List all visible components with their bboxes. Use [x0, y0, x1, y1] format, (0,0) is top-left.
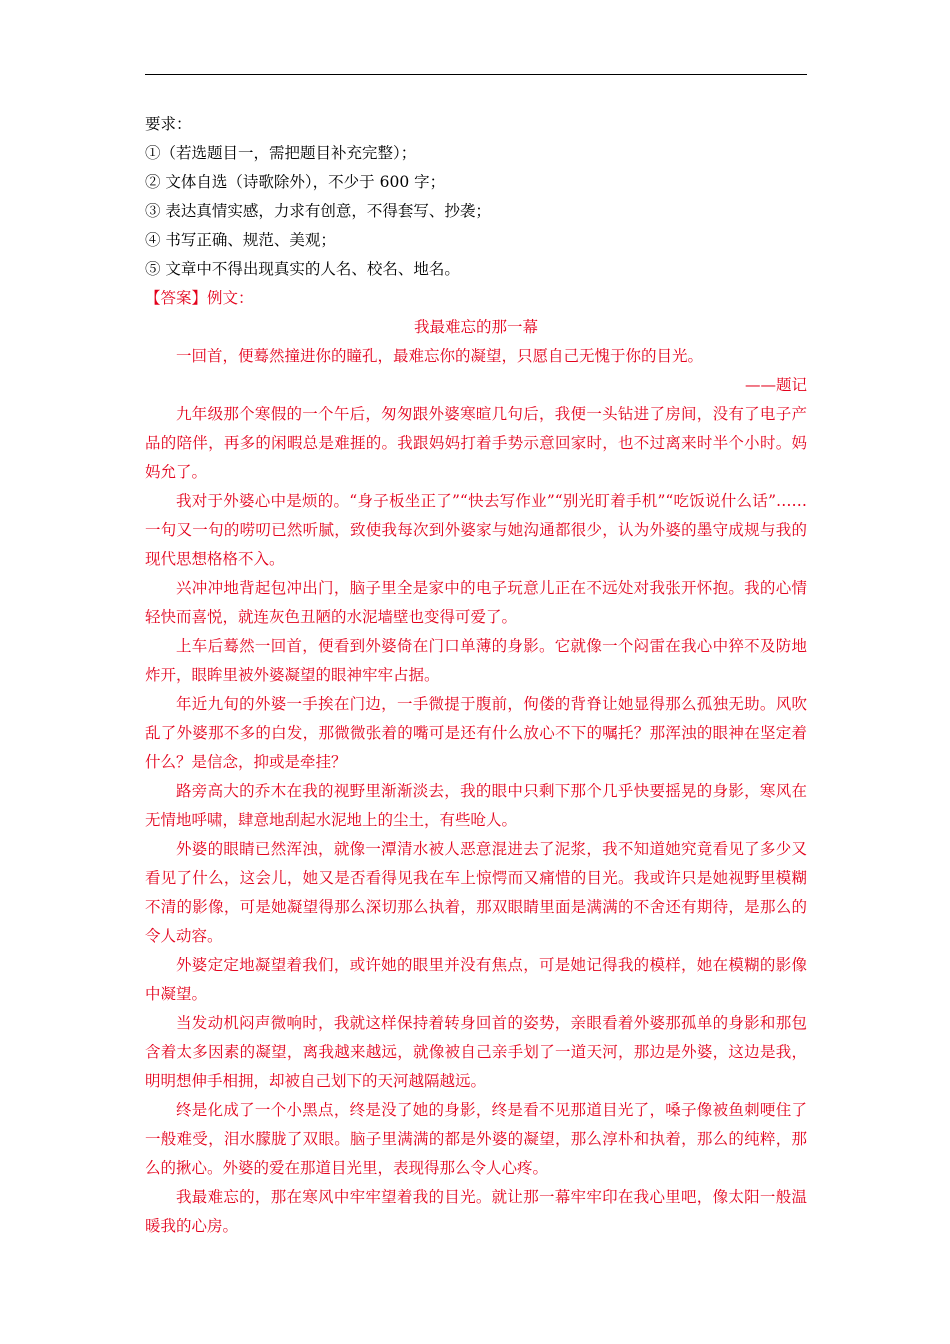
essay-epigraph: 一回首，便蓦然撞进你的瞳孔，最难忘你的凝望，只愿自己无愧于你的目光。 — [176, 347, 704, 365]
answer-label: 例文： — [207, 289, 254, 307]
answer-label-line — [145, 284, 807, 313]
essay-paragraph: 兴冲冲地背起包冲出门，脑子里全是家中的电子玩意儿正在不远处对我张开怀抱。我的心情轻快而喜悦，就连灰色丑陋的水泥墙壁也变得可爱了。 — [145, 579, 807, 626]
essay-paragraph: 外婆定定地凝望着我们，或许她的眼里并没有焦点，可是她记得我的模样，她在模糊的影像中凝望。 — [145, 956, 807, 1003]
essay-paragraph: 我最难忘的，那在寒风中牢牢望着我的目光。就让那一幕牢牢印在我心里吧，像太阳一般温暖我的心房。 — [145, 1188, 807, 1235]
document-body — [145, 110, 807, 1241]
essay-paragraph: 终是化成了一个小黑点，终是没了她的身影，终是看不见那道目光了，嗓子像被鱼刺哽住了一般难受，泪水朦胧了双眼。脑子里满满的都是外婆的凝望，那么淳朴和执着，那么的纯粹，那么的揪心。外婆的爱在那道目光里，表现得那么令人心疼。 — [145, 1101, 807, 1177]
requirement-item-1: ①（若选题目一，需把题目补充完整）； — [145, 144, 417, 162]
answer-section — [145, 284, 807, 1241]
essay-paragraph: 九年级那个寒假的一个午后，匆匆跟外婆寒暄几句后，我便一头钻进了房间，没有了电子产品的陪伴，再多的闲暇总是难捱的。我跟妈妈打着手势示意回家时，也不过离来时半个小时。妈妈允了。 — [145, 405, 807, 481]
essay-title: 我最难忘的那一幕 — [413, 318, 538, 336]
essay-paragraph: 外婆的眼睛已然浑浊，就像一潭清水被人恶意混进去了泥浆，我不知道她究竟看见了多少又看见了什么，这会儿，她又是否看得见我在车上惊愕而又痛惜的目光。我或许只是她视野里模糊不清的影像，可是她凝望得那么深切那么执着，那双眼睛里面是满满的不舍还有期待，是那么的令人动容。 — [145, 840, 807, 945]
requirement-item-2: ② 文体自选（诗歌除外），不少于 600 字； — [145, 173, 446, 191]
requirement-item-5: ⑤ 文章中不得出现真实的人名、校名、地名。 — [145, 260, 460, 278]
essay-paragraph: 我对于外婆心中是烦的。“身子板坐正了”“快去写作业”“别光盯着手机”“吃饭说什么话”……一句又一句的唠叨已然听腻，致使我每次到外婆家与她沟通都很少，认为外婆的墨守成规与我的现代思想格格不入。 — [145, 492, 807, 568]
requirement-item-4: ④ 书写正确、规范、美观； — [145, 231, 336, 249]
requirement-item-3: ③ 表达真情实感，力求有创意，不得套写、抄袭； — [145, 202, 491, 220]
header-rule — [145, 74, 807, 75]
answer-tag: 【答案】 — [145, 289, 208, 307]
essay-paragraph: 年近九旬的外婆一手挨在门边，一手微提于腹前，佝偻的背脊让她显得那么孤独无助。风吹乱了外婆那不多的白发，那微微张着的嘴可是还有什么放心不下的嘱托？那浑浊的眼神在坚定着什么？是信念，抑或是牵挂？ — [145, 695, 807, 771]
essay-paragraph: 当发动机闷声微响时，我就这样保持着转身回首的姿势，亲眼看着外婆那孤单的身影和那包含着太多因素的凝望，离我越来越远，就像被自己亲手划了一道天河，那边是外婆，这边是我，明明想伸手相拥，却被自己划下的天河越隔越远。 — [145, 1014, 807, 1090]
essay-paragraph: 上车后蓦然一回首，便看到外婆倚在门口单薄的身影。它就像一个闷雷在我心中猝不及防地炸开，眼眸里被外婆凝望的眼神牢牢占据。 — [145, 637, 807, 684]
essay-paragraph: 路旁高大的乔木在我的视野里渐渐淡去，我的眼中只剩下那个几乎快要摇晃的身影，寒风在无情地呼啸，肆意地刮起水泥地上的尘土，有些呛人。 — [145, 782, 807, 829]
requirements-section — [145, 110, 807, 284]
epigraph-attribution: ——题记 — [744, 376, 807, 394]
requirements-heading: 要求： — [145, 115, 192, 133]
